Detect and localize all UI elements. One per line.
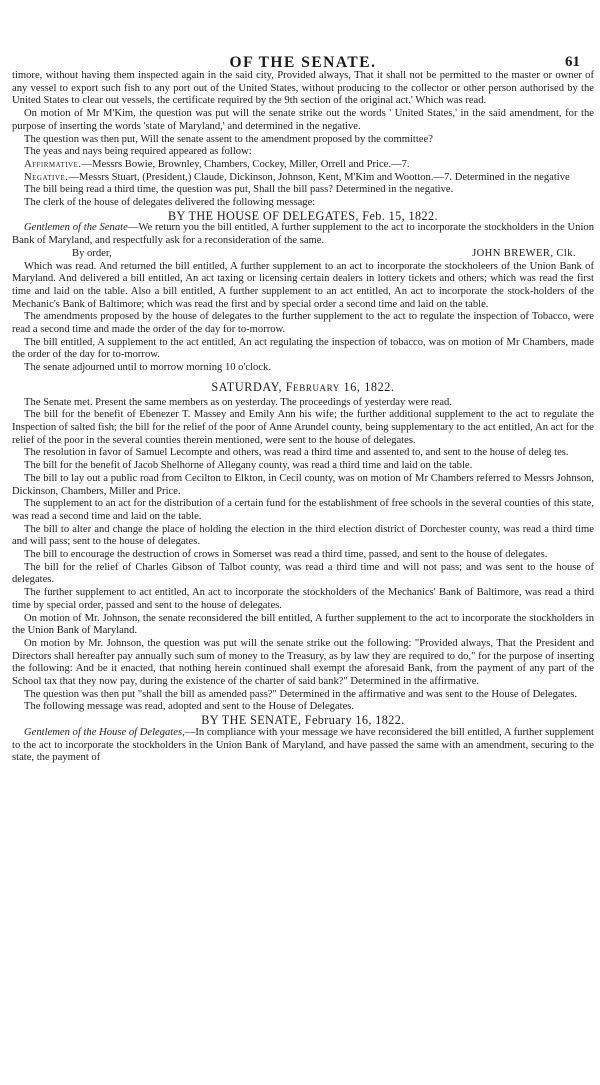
page-header — [12, 0, 594, 70]
date-heading — [12, 381, 594, 394]
negative-votes — [12, 172, 594, 185]
paragraph: The bill entitled, A supplement to the act entitled, An act regulating the inspection of tobacco, was on motion of Mr Chambers, made the order of the day for to-morrow. — [12, 336, 594, 361]
journal-text — [12, 70, 594, 765]
paragraph: On motion by Mr. Johnson, the question was put will the senate strike out the following: "Provided always, That the President and Directors shall hereafter pay annually such sum of money to the Treasury, as by law they are required to do," for the purpose of inserting the following: And be it enacted, that nothing herein continued shall exempt the aforesaid Bank, from the payment of any part of the School tax that they now pay, during the existence of the charter of said bank?" Determined in the affirmative. — [12, 637, 594, 688]
by-order: By order, — [72, 247, 112, 259]
signature-line — [12, 248, 594, 261]
paragraph: The clerk of the house of delegates delivered the following message: — [24, 197, 316, 209]
paragraph: The bill for the benefit of Jacob Shelhorne of Allegany county, was read a third time and laid on the table. — [24, 460, 473, 472]
page-number: 61 — [565, 54, 580, 70]
message-text: —In compliance with your message we have reconsidered the bill entitled, A further supplement to the act to incorporate the stockholders in the Union Bank of Maryland, and have passed the same with an amendment, securing to the state, the payment of — [12, 726, 594, 764]
affirmative-names: —Messrs Bowie, Brownley, Chambers, Cockey, Miller, Orrell and Price.—7. — [81, 158, 410, 170]
paragraph: The bill to lay out a public road from Cecilton to Elkton, in Cecil county, was on motion of Mr Chambers referred to Messrs Johnson, Dickinson, Chambers, Miller and Price. — [12, 472, 594, 497]
paragraph: The further supplement to act entitled, An act to incorporate the stockholders of the Mechanics' Bank of Baltimore, was read a third time by special order, passed and sent to the house of delegates. — [12, 587, 594, 611]
paragraph: The following message was read, adopted and sent to the House of Delegates. — [24, 701, 355, 713]
message-text: —We return you the bill entitled, A further supplement to the act to incorporate the stockholders in the Union Bank of Maryland, and respectfully ask for a reconsideration of the same. — [12, 222, 594, 247]
affirmative-label: Affirmative. — [24, 158, 82, 170]
message-heading: BY THE HOUSE OF DELEGATES, Feb. 15, 1822. — [168, 208, 438, 223]
affirmative-votes — [12, 159, 594, 172]
message-paragraph — [12, 222, 594, 247]
signatory: JOHN BREWER, Clk. — [472, 247, 576, 259]
senate-message-heading: BY THE SENATE, February 16, 1822. — [201, 713, 405, 728]
salutation: Gentlemen of the House of Delegates, — [24, 726, 185, 738]
paragraph: The bill being read a third time, the question was put, Shall the bill pass? Determined in the negative. — [24, 184, 454, 196]
paragraph: The question was then put, Will the senate assent to the amendment proposed by the committee? — [24, 133, 433, 145]
paragraph: On motion of Mr M'Kim, the question was put will the senate strike out the words ' United States,' in the said amendment, for the purpose of inserting the words 'state of Maryland,' and determined in the negative. — [12, 108, 594, 132]
paragraph: The question was then put "shall the bill as amended pass?" Determined in the affirmative and was sent to the House of Delegates. — [24, 688, 577, 700]
paragraph: The yeas and nays being required appeared as follow: — [24, 146, 252, 158]
negative-label: Negative. — [24, 171, 69, 183]
paragraph: timore, without having them inspected again in the said city, Provided always, That it shall not be permitted to the master or owner of any vessel to export such fish to any port out of the United States, without producing to the collector or other person authorised by the United States to clear out vessels, the certificate required by the 9th section of the original act.' Which was read. — [12, 70, 594, 107]
paragraph: The amendments proposed by the house of delegates to the further supplement to the act to regulate the inspection of Tobacco, were read a second time and made the order of the day for to-morrow. — [12, 311, 594, 336]
salutation: Gentlemen of the Senate — [24, 222, 128, 234]
message-paragraph — [12, 727, 594, 765]
paragraph: The resolution in favor of Samuel Lecompte and others, was read a third time and assented to, and sent to the house of deleg tes. — [24, 447, 569, 459]
negative-names: —Messrs Stuart, (President,) Claude, Dickinson, Johnson, Kent, M'Kim and Wootton.—7. Determined in the negative — [68, 171, 570, 183]
date-day: SATURDAY, — [211, 379, 283, 394]
running-title: OF THE SENATE. — [229, 54, 377, 71]
paragraph: The Senate met. Present the same members as on yesterday. The proceedings of yesterday were read. — [24, 396, 453, 408]
paragraph: The supplement to an act for the distribution of a certain fund for the establishment of free schools in the several counties of this state, was read a second time and laid on the table. — [12, 498, 594, 522]
date-rest: February 16, 1822. — [285, 379, 395, 394]
paragraph: The bill for the benefit of Ebenezer T. Massey and Emily Ann his wife; the further additional supplement to the act to regulate the Inspection of salted fish; the bill for the relief of the poor of Anne Arundel county, being supplementary to the act entitled, An act for the relief of the poor in the several counties therein mentioned, were sent to the house of delegates. — [12, 409, 594, 446]
paragraph: The bill to alter and change the place of holding the election in the third election district of Dorchester county, was read a third time and will pass; sent to the house of delegates. — [12, 523, 594, 548]
paragraph: On motion of Mr. Johnson, the senate reconsidered the bill entitled, A further supplement to the act to incorporate the stockholders in the Union Bank of Maryland. — [12, 612, 594, 637]
paragraph: The bill to encourage the destruction of crows in Somerset was read a third time, passed, and sent to the house of delegates. — [24, 549, 548, 561]
paragraph: Which was read. And returned the bill entitled, A further supplement to an act to incorporate the stockholeers of the Union Bank of Maryland. And delivered a bill entitled, An act taxing or licensing certain dealers in lottery tickets and others; which was read the first time and laid on the table. Also a bill entitled, A further supplement to an act entitled, An act to incorporate the stock-holders of the Mechanic's Bank of Baltimore; which was read the first and by special order a second time and laid on the table. — [12, 260, 594, 310]
paragraph: The senate adjourned until to morrow morning 10 o'clock. — [24, 362, 271, 374]
paragraph: The bill for the relief of Charles Gibson of Talbot county, was read a third time and will not pass; and was sent to the house of delegates. — [12, 561, 594, 586]
